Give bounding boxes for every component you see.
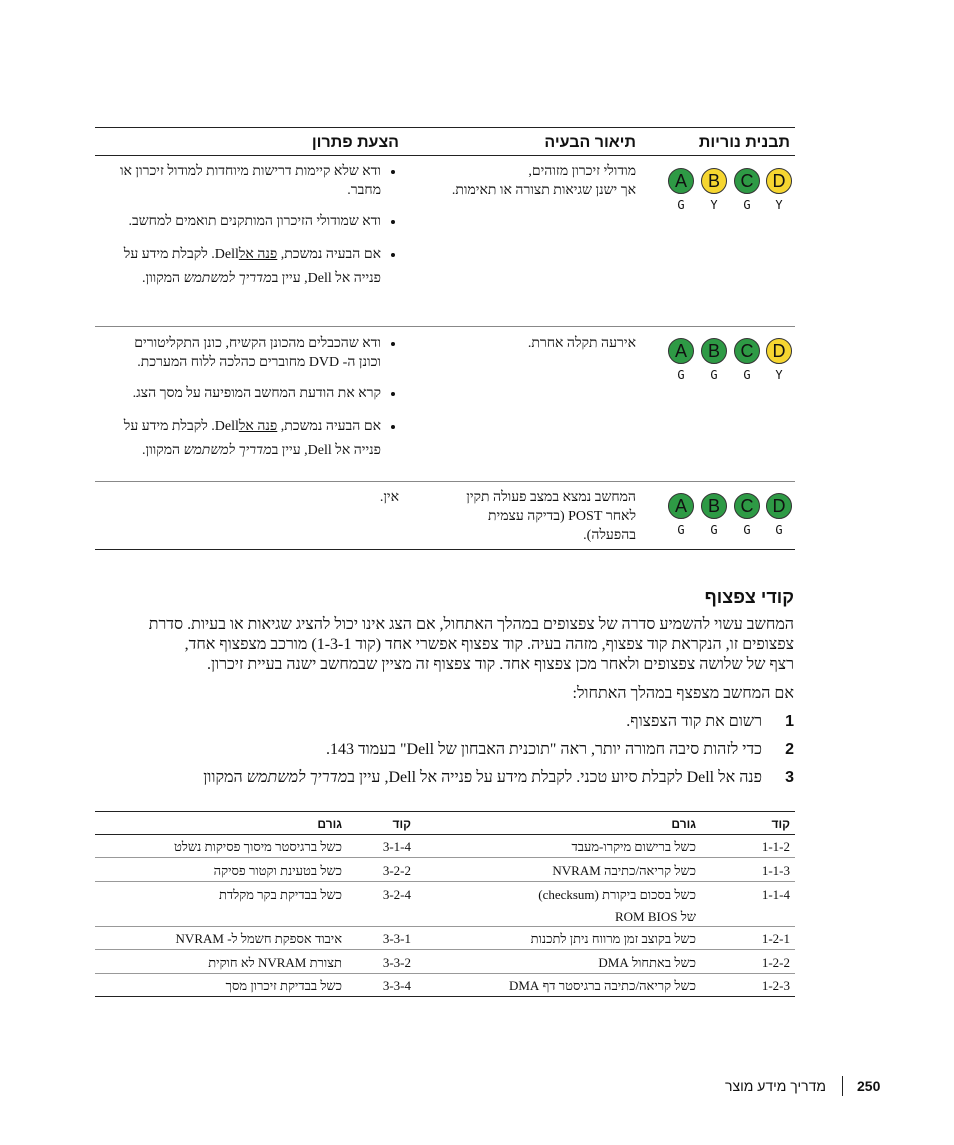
code-cell: 1-1-4 bbox=[761, 887, 790, 902]
light-d-code: Y bbox=[775, 198, 783, 212]
contact-dell-link[interactable]: פנה אל bbox=[238, 419, 278, 434]
row-divider bbox=[95, 481, 795, 482]
header-cause-left: גורם bbox=[317, 817, 342, 831]
light-b-code: G bbox=[710, 523, 718, 537]
table-header-rule bbox=[95, 155, 795, 156]
paragraph-line: צפצופים זו, הנקראת קוד צפצוף, מזהה בעיה. קוד צפצוף אפשרי אחד (קוד 1-3-1) מורכב מצפצוף אחד, bbox=[184, 636, 794, 653]
light-b: B bbox=[701, 168, 727, 194]
light-b-code: G bbox=[710, 368, 718, 382]
code-cell: 3-2-4 bbox=[382, 887, 411, 902]
problem-line: לאחר POST (בדיקה עצמית bbox=[488, 509, 636, 524]
light-c: C bbox=[734, 338, 760, 364]
solution-bullet: • ודא שמודולי הזיכרון המותקנים תואמים למחשב. bbox=[109, 212, 381, 231]
codes-row-divider bbox=[95, 973, 795, 974]
code-cell: 1-1-2 bbox=[761, 839, 790, 854]
header-solution: הצעת פתרון bbox=[311, 134, 399, 151]
row-divider bbox=[95, 326, 795, 327]
light-d: D bbox=[766, 493, 792, 519]
light-c-code: G bbox=[743, 368, 751, 382]
table-bottom-rule bbox=[95, 549, 795, 550]
problem-line: בהפעלה). bbox=[583, 528, 636, 543]
light-a-code: G bbox=[677, 198, 685, 212]
step-text: פנה אל Dell לקבלת סיוע טכני. לקבלת מידע על פנייה אל Dell, עיין במדריך למשתמש המקוון bbox=[203, 769, 762, 786]
problem-line: אירעה תקלה אחרת. bbox=[527, 336, 636, 351]
codes-row-divider bbox=[95, 881, 795, 882]
cause-cell: כשל ברישום מיקרו-מעבד bbox=[571, 839, 696, 854]
light-c: C bbox=[734, 168, 760, 194]
light-d-code: G bbox=[775, 523, 783, 537]
problem-line: מודולי זיכרון מזוהים, bbox=[528, 164, 636, 179]
cause-cell: איבוד אספקת חשמל ל- NVRAM bbox=[175, 931, 342, 946]
codes-header-rule bbox=[95, 834, 795, 835]
step-number: 3 bbox=[785, 769, 794, 786]
codes-table-top-rule bbox=[95, 811, 795, 812]
cause-cell: כשל קריאה/כתיבה ברגיסטר דף DMA bbox=[508, 978, 696, 993]
step-number: 2 bbox=[785, 741, 794, 758]
codes-table-bottom-rule bbox=[95, 996, 795, 997]
cause-cell: כשל ברגיסטר מיסוך פסיקות נשלט bbox=[173, 839, 342, 854]
problem-line: אך ישנן שגיאות תצורה או תאימות. bbox=[451, 183, 636, 198]
problem-description-row-1 bbox=[406, 162, 636, 200]
cause-cell: כשל בקוצב זמן מרווח ניתן לתכנות bbox=[530, 931, 696, 946]
header-pattern: תבנית נוריות bbox=[698, 134, 790, 151]
step-number: 1 bbox=[785, 713, 794, 730]
light-d-code: Y bbox=[775, 368, 783, 382]
footer-title: מדריך מידע מוצר bbox=[725, 1078, 826, 1094]
diagnostic-lights-row-3 bbox=[668, 493, 792, 535]
light-a: A bbox=[668, 493, 694, 519]
codes-row-divider bbox=[95, 949, 795, 950]
solution-bullet: • אם הבעיה נמשכת, פנה אלDell. לקבלת מידע על פנייה אל Dell, עיין במדריך למשתמש המקוון. bbox=[109, 415, 381, 463]
code-cell: 1-2-2 bbox=[761, 955, 790, 970]
cause-cell: כשל קריאה/כתיבה NVRAM bbox=[552, 863, 696, 878]
light-b: B bbox=[701, 338, 727, 364]
code-cell: 3-1-4 bbox=[382, 839, 411, 854]
solution-row-1 bbox=[109, 162, 399, 303]
cause-cell: כשל בסכום ביקורת (checksum) של ROM BIOS bbox=[538, 887, 696, 924]
table-row bbox=[0, 886, 954, 926]
step-3 bbox=[94, 768, 794, 788]
step-1 bbox=[94, 712, 794, 732]
code-cell: 1-1-3 bbox=[761, 863, 790, 878]
table-top-rule bbox=[95, 127, 795, 128]
cause-cell: כשל בבדיקת זיכרון מסך bbox=[225, 978, 342, 993]
footer-divider bbox=[842, 1076, 843, 1096]
codes-row-divider bbox=[95, 857, 795, 858]
solution-row-2 bbox=[109, 334, 399, 475]
light-c-code: G bbox=[743, 523, 751, 537]
step-2 bbox=[94, 740, 794, 760]
header-code-left: קוד bbox=[392, 817, 411, 831]
solution-bullet: • אם הבעיה נמשכת, פנה אלDell. לקבלת מידע על פנייה אל Dell, עיין במדריך למשתמש המקוון. bbox=[109, 243, 381, 291]
step-text: רשום את קוד הצפצוף. bbox=[626, 713, 762, 730]
cause-cell: כשל בטעינת וקטור פסיקה bbox=[213, 863, 342, 878]
code-cell: 1-2-3 bbox=[761, 978, 790, 993]
contact-dell-link[interactable]: פנה אל bbox=[238, 247, 278, 262]
problem-description-row-3 bbox=[406, 488, 636, 545]
light-d: D bbox=[766, 168, 792, 194]
light-a: A bbox=[668, 338, 694, 364]
code-cell: 1-2-1 bbox=[761, 931, 790, 946]
cause-cell: כשל באתחול DMA bbox=[598, 955, 696, 970]
code-cell: 3-3-2 bbox=[382, 955, 411, 970]
header-problem: תיאור הבעיה bbox=[544, 134, 636, 151]
diagnostic-lights-row-2 bbox=[668, 338, 792, 380]
light-a-code: G bbox=[677, 523, 685, 537]
light-a: A bbox=[668, 168, 694, 194]
cause-cell: כשל בבדיקת בקר מקלדת bbox=[219, 887, 342, 902]
header-code-right: קוד bbox=[771, 817, 790, 831]
problem-line: המחשב נמצא במצב פעולה תקין bbox=[466, 490, 636, 505]
light-b-code: Y bbox=[710, 198, 718, 212]
light-d: D bbox=[766, 338, 792, 364]
intro-paragraph bbox=[94, 615, 794, 675]
code-cell: 3-3-4 bbox=[382, 978, 411, 993]
section-title: קודי צפצוף bbox=[704, 587, 794, 607]
paragraph-line: רצף של שלושה צפצופים ולאחר מכן צפצוף אחד. קוד צפצוף זה מציין שבמחשב ישנה בעיית זיכרון. bbox=[206, 656, 794, 673]
code-cell: 3-2-2 bbox=[382, 863, 411, 878]
cause-cell: תצורת NVRAM לא חוקית bbox=[208, 955, 342, 970]
page-number: 250 bbox=[857, 1078, 881, 1094]
solution-bullet: • ודא שהכבלים מהכונן הקשיח, כונן התקליטורים וכונן ה- DVD מחוברים כהלכה ללוח המערכת. bbox=[109, 334, 381, 372]
header-cause-right: גורם bbox=[671, 817, 696, 831]
steps-intro: אם המחשב מצפצף במהלך האתחול: bbox=[572, 685, 794, 702]
paragraph-line: המחשב עשוי להשמיע סדרה של צפצופים במהלך האתחול, אם הצג אינו יכול להציג שגיאות או בעיות. סדרת bbox=[148, 616, 794, 633]
step-text: כדי לזהות סיבה חמורה יותר, ראה "תוכנית האבחון של Dell" בעמוד 143. bbox=[325, 741, 762, 758]
light-a-code: G bbox=[677, 368, 685, 382]
diagnostic-lights-row-1 bbox=[668, 168, 792, 210]
codes-row-divider bbox=[95, 926, 795, 927]
code-cell: 3-3-1 bbox=[382, 931, 411, 946]
light-c-code: G bbox=[743, 198, 751, 212]
solution-bullet: • קרא את הודעת המחשב המופיעה על מסך הצג. bbox=[109, 384, 381, 403]
problem-description-row-2 bbox=[406, 334, 636, 353]
solution-bullet: • ודא שלא קיימות דרישות מיוחדות למודול זיכרון או מחבר. bbox=[109, 162, 381, 200]
light-c: C bbox=[734, 493, 760, 519]
light-b: B bbox=[701, 493, 727, 519]
solution-row-3: אין. bbox=[379, 490, 399, 505]
